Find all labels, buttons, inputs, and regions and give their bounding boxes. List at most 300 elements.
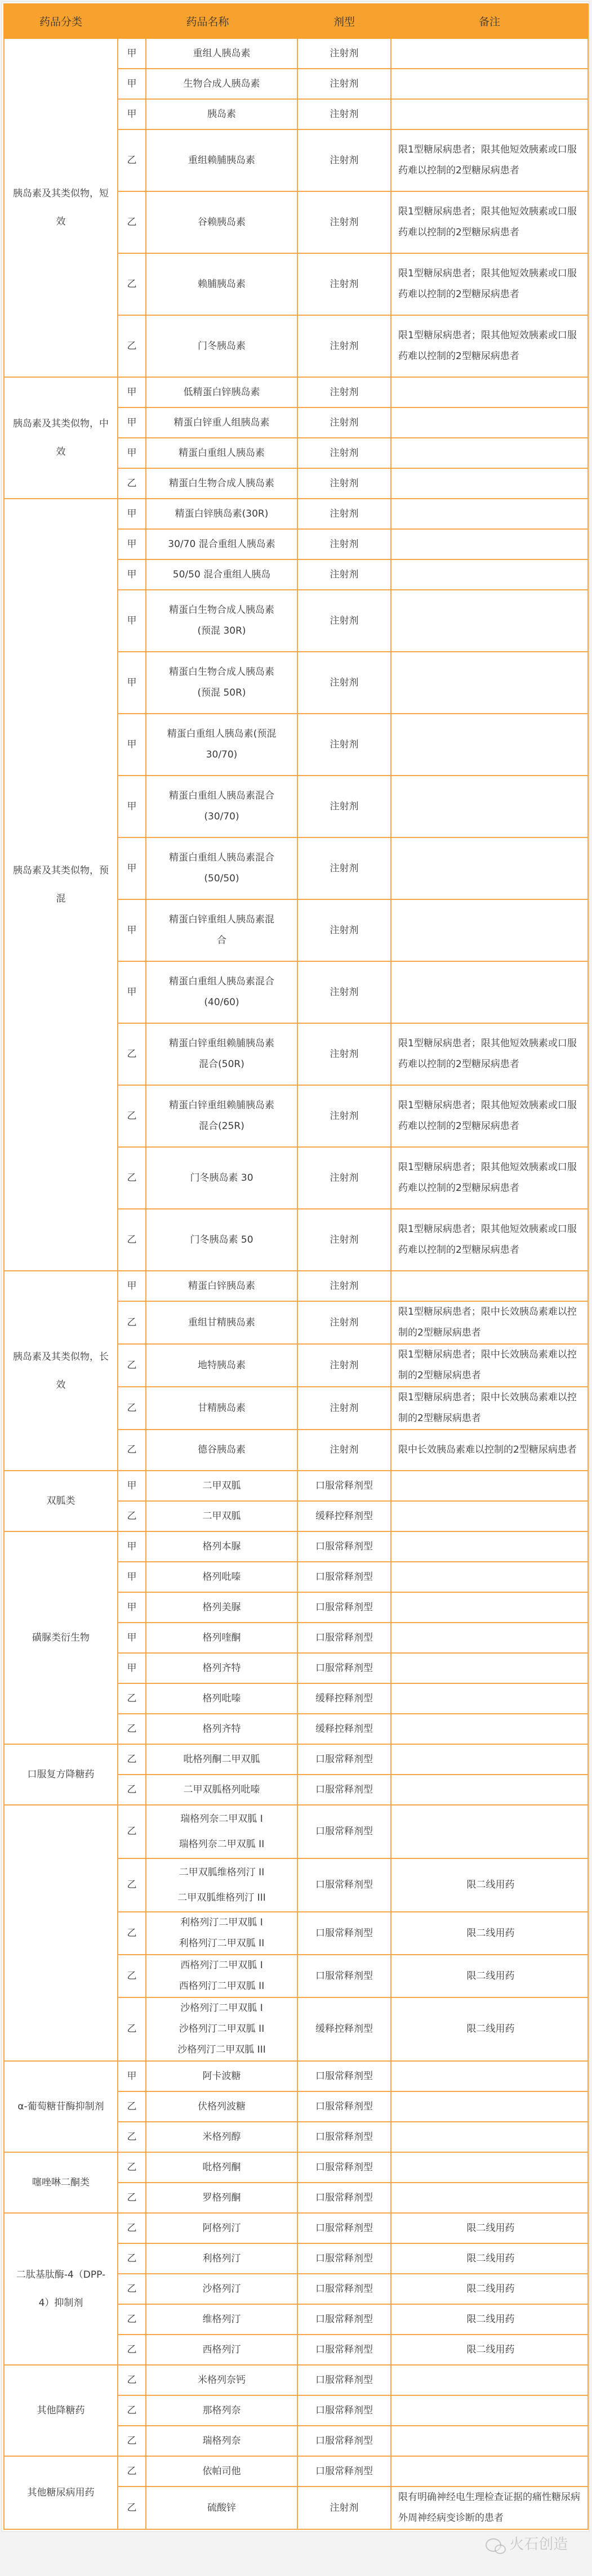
grade-cell: 甲	[118, 1653, 146, 1683]
grade-cell: 甲	[118, 407, 146, 438]
drug-name-line: 格列本脲	[202, 1540, 241, 1552]
dosage-form-cell: 口服常释剂型	[297, 2426, 391, 2456]
remarks-cell	[391, 407, 588, 438]
drug-name-cell	[146, 2183, 297, 2213]
drug-name-line: 瑞格列奈二甲双胍 I	[180, 1813, 263, 1825]
grade-cell: 乙	[118, 1209, 146, 1271]
drug-name-cell	[146, 1344, 297, 1387]
grade-cell: 乙	[118, 1858, 146, 1912]
drug-name-cell	[146, 2426, 297, 2456]
drug-name-cell	[146, 2487, 297, 2529]
drug-name-cell	[146, 38, 297, 69]
drug-name-cell	[146, 714, 297, 776]
remarks-cell	[391, 1805, 588, 1858]
remarks-cell	[391, 468, 588, 499]
drug-name-line: 精蛋白生物合成人胰岛素	[169, 604, 274, 616]
drug-name-line: 沙格列汀二甲双胍 II	[179, 2023, 265, 2035]
drug-name-line: 格列齐特	[202, 1723, 241, 1735]
dosage-form-cell: 注射剂	[297, 69, 391, 99]
drug-name-line: 依帕司他	[202, 2465, 241, 2477]
drug-name-line: 伏格列波糖	[198, 2100, 246, 2112]
category-cell: 二肽基肽酶-4（DPP-4）抑制剂	[4, 2213, 118, 2365]
drug-name-cell	[146, 2456, 297, 2487]
grade-cell: 乙	[118, 1147, 146, 1209]
header-remarks: 备注	[391, 4, 588, 38]
table-row	[4, 38, 588, 69]
remarks-cell	[391, 1501, 588, 1531]
category-cell: 其他糖尿病用药	[4, 2456, 118, 2529]
drug-name-cell	[146, 2335, 297, 2365]
remarks-cell: 限1型糖尿病患者；限其他短效胰素或口服药难以控制的2型糖尿病患者	[391, 1085, 588, 1147]
drug-name-cell	[146, 1623, 297, 1653]
drug-name-cell	[146, 1501, 297, 1531]
dosage-form-cell: 口服常释剂型	[297, 2243, 391, 2274]
grade-cell: 乙	[118, 1997, 146, 2061]
category-cell: 噻唑啉二酮类	[4, 2152, 118, 2213]
grade-cell: 乙	[118, 2456, 146, 2487]
drug-name-cell	[146, 2304, 297, 2335]
grade-cell: 甲	[118, 1531, 146, 1562]
drug-name-cell	[146, 253, 297, 315]
dosage-form-cell: 口服常释剂型	[297, 2335, 391, 2365]
remarks-cell	[391, 2122, 588, 2152]
remarks-cell	[391, 2365, 588, 2395]
grade-cell: 甲	[118, 2061, 146, 2091]
drug-name-cell	[146, 191, 297, 253]
drug-name-line: 混合(25R)	[199, 1121, 244, 1132]
drug-name-line: 精蛋白重组人胰岛素	[179, 447, 265, 459]
dosage-form-cell: 注射剂	[297, 1301, 391, 1344]
grade-cell: 甲	[118, 590, 146, 652]
table-row	[4, 1744, 588, 1775]
drug-name-cell	[146, 1955, 297, 1997]
drug-name-line: 甘精胰岛素	[198, 1402, 246, 1414]
remarks-cell	[391, 1592, 588, 1623]
grade-cell: 甲	[118, 438, 146, 468]
remarks-cell	[391, 1471, 588, 1501]
drug-name-cell	[146, 1858, 297, 1912]
remarks-cell	[391, 1271, 588, 1301]
grade-cell: 甲	[118, 38, 146, 69]
drug-name-line: 二甲双胍格列吡嗪	[183, 1784, 260, 1795]
grade-cell: 乙	[118, 1023, 146, 1085]
remarks-cell	[391, 1714, 588, 1744]
remarks-cell: 限1型糖尿病患者；限其他短效胰素或口服药难以控制的2型糖尿病患者	[391, 315, 588, 377]
grade-cell: 乙	[118, 1775, 146, 1805]
dosage-form-cell: 注射剂	[297, 38, 391, 69]
drug-name-line: 重组甘精胰岛素	[188, 1316, 255, 1328]
dosage-form-cell: 注射剂	[297, 652, 391, 714]
table-row	[4, 2456, 588, 2487]
drug-name-cell	[146, 1997, 297, 2061]
dosage-form-cell: 注射剂	[297, 776, 391, 837]
remarks-cell	[391, 1683, 588, 1714]
watermark-text: 火石创造	[509, 2536, 568, 2553]
grade-cell: 甲	[118, 652, 146, 714]
drug-name-cell	[146, 315, 297, 377]
dosage-form-cell: 缓释控释剂型	[297, 1997, 391, 2061]
drug-name-line: 利格列汀二甲双胍 I	[180, 1917, 263, 1928]
drug-name-line: 门冬胰岛素 50	[190, 1234, 253, 1246]
grade-cell: 乙	[118, 2091, 146, 2122]
drug-name-cell	[146, 99, 297, 129]
drug-name-cell	[146, 1023, 297, 1085]
drug-name-cell	[146, 1085, 297, 1147]
dosage-form-cell: 口服常释剂型	[297, 1858, 391, 1912]
drug-name-line: 西格列汀	[202, 2344, 241, 2355]
grade-cell: 乙	[118, 315, 146, 377]
grade-cell: 乙	[118, 1387, 146, 1430]
drug-name-line: 精蛋白锌重组赖脯胰岛素	[169, 1038, 274, 1049]
grade-cell: 乙	[118, 1301, 146, 1344]
drug-name-cell	[146, 407, 297, 438]
grade-cell: 乙	[118, 2183, 146, 2213]
remarks-cell: 限二线用药	[391, 2335, 588, 2365]
drug-name-line: 维格列汀	[202, 2313, 241, 2325]
grade-cell: 乙	[118, 468, 146, 499]
table-row	[4, 2061, 588, 2091]
remarks-cell: 限1型糖尿病患者；限中长效胰岛素难以控制的2型糖尿病患者	[391, 1344, 588, 1387]
grade-cell: 乙	[118, 1085, 146, 1147]
drug-name-line: 30/70 混合重组人胰岛素	[168, 538, 275, 550]
drug-name-cell	[146, 2365, 297, 2395]
grade-cell: 甲	[118, 714, 146, 776]
dosage-form-cell: 注射剂	[297, 1430, 391, 1471]
dosage-form-cell: 口服常释剂型	[297, 2304, 391, 2335]
drug-name-line: 精蛋白重组人胰岛素混合	[169, 852, 274, 863]
dosage-form-cell: 口服常释剂型	[297, 2152, 391, 2183]
drug-name-line: 瑞格列奈二甲双胍 II	[179, 1838, 265, 1850]
drug-name-cell	[146, 1301, 297, 1344]
category-cell	[4, 1805, 118, 2061]
remarks-cell	[391, 2456, 588, 2487]
remarks-cell: 限二线用药	[391, 2304, 588, 2335]
remarks-cell	[391, 559, 588, 590]
dosage-form-cell: 注射剂	[297, 559, 391, 590]
drug-name-cell	[146, 1209, 297, 1271]
remarks-cell	[391, 837, 588, 899]
category-cell: 其他降糖药	[4, 2365, 118, 2456]
drug-name-line: (预混 50R)	[197, 687, 246, 698]
drug-name-cell	[146, 961, 297, 1023]
category-cell: 胰岛素及其类似物，短效	[4, 38, 118, 377]
remarks-cell: 限中长效胰岛素难以控制的2型糖尿病患者	[391, 1430, 588, 1471]
drug-name-line: 格列美脲	[202, 1601, 241, 1613]
dosage-form-cell: 注射剂	[297, 1023, 391, 1085]
header-drug-name: 药品名称	[118, 4, 297, 38]
dosage-form-cell: 口服常释剂型	[297, 1623, 391, 1653]
grade-cell: 乙	[118, 1430, 146, 1471]
grade-cell: 乙	[118, 2274, 146, 2304]
remarks-cell: 限有明确神经电生理检查证据的痛性糖尿病外周神经病变诊断的患者	[391, 2487, 588, 2529]
drug-name-line: 二甲双胍	[202, 1510, 241, 1522]
drug-name-cell	[146, 1562, 297, 1592]
drug-name-cell	[146, 1531, 297, 1562]
drug-name-line: 合	[217, 935, 226, 946]
drug-name-line: 阿格列汀	[202, 2222, 241, 2234]
dosage-form-cell: 口服常释剂型	[297, 2122, 391, 2152]
drug-name-line: 格列喹酮	[202, 1632, 241, 1643]
grade-cell: 甲	[118, 499, 146, 529]
remarks-cell	[391, 2061, 588, 2091]
dosage-form-cell: 口服常释剂型	[297, 1805, 391, 1858]
remarks-cell: 限1型糖尿病患者；限其他短效胰素或口服药难以控制的2型糖尿病患者	[391, 253, 588, 315]
remarks-cell	[391, 1653, 588, 1683]
grade-cell: 甲	[118, 559, 146, 590]
drug-name-cell	[146, 1147, 297, 1209]
remarks-cell: 限1型糖尿病患者；限其他短效胰素或口服药难以控制的2型糖尿病患者	[391, 1023, 588, 1085]
dosage-form-cell: 注射剂	[297, 438, 391, 468]
dosage-form-cell: 注射剂	[297, 377, 391, 407]
grade-cell: 乙	[118, 129, 146, 191]
header-dosage-form: 剂型	[297, 4, 391, 38]
dosage-form-cell: 缓释控释剂型	[297, 1714, 391, 1744]
dosage-form-cell: 注射剂	[297, 1209, 391, 1271]
grade-cell: 乙	[118, 2487, 146, 2529]
dosage-form-cell: 口服常释剂型	[297, 1471, 391, 1501]
grade-cell: 甲	[118, 529, 146, 559]
remarks-cell: 限1型糖尿病患者；限中长效胰岛素难以控制的2型糖尿病患者	[391, 1301, 588, 1344]
drug-name-cell	[146, 529, 297, 559]
grade-cell: 乙	[118, 1744, 146, 1775]
remarks-cell: 限二线用药	[391, 1955, 588, 1997]
grade-cell: 乙	[118, 1501, 146, 1531]
grade-cell: 甲	[118, 377, 146, 407]
dosage-form-cell: 注射剂	[297, 407, 391, 438]
table-row	[4, 1271, 588, 1301]
drug-name-line: 低精蛋白锌胰岛素	[183, 386, 260, 398]
dosage-form-cell: 注射剂	[297, 837, 391, 899]
drug-name-cell	[146, 1387, 297, 1430]
dosage-form-cell: 缓释控释剂型	[297, 1683, 391, 1714]
grade-cell: 乙	[118, 1912, 146, 1955]
remarks-cell	[391, 899, 588, 961]
drug-name-cell	[146, 438, 297, 468]
grade-cell: 甲	[118, 1271, 146, 1301]
grade-cell: 甲	[118, 1562, 146, 1592]
header-category: 药品分类	[4, 4, 118, 38]
drug-list-sheet	[2, 2, 589, 2531]
drug-name-cell	[146, 2213, 297, 2243]
drug-name-line: 吡格列酮	[202, 2161, 241, 2173]
dosage-form-cell: 口服常释剂型	[297, 2061, 391, 2091]
remarks-cell	[391, 2091, 588, 2122]
table-row	[4, 1531, 588, 1562]
drug-name-cell	[146, 1471, 297, 1501]
drug-name-line: 赖脯胰岛素	[198, 278, 246, 290]
dosage-form-cell: 注射剂	[297, 1344, 391, 1387]
drug-name-cell	[146, 468, 297, 499]
watermark	[486, 2533, 568, 2553]
remarks-cell: 限二线用药	[391, 2213, 588, 2243]
dosage-form-cell: 注射剂	[297, 468, 391, 499]
table-body	[4, 38, 588, 2529]
grade-cell: 乙	[118, 1344, 146, 1387]
drug-name-line: 德谷胰岛素	[198, 1444, 246, 1455]
dosage-form-cell: 注射剂	[297, 1387, 391, 1430]
drug-name-line: 重组人胰岛素	[193, 47, 251, 59]
dosage-form-cell: 口服常释剂型	[297, 2213, 391, 2243]
grade-cell: 乙	[118, 1955, 146, 1997]
table-header-row	[4, 4, 588, 38]
dosage-form-cell: 口服常释剂型	[297, 1912, 391, 1955]
grade-cell: 乙	[118, 2395, 146, 2426]
table-row	[4, 1805, 588, 1858]
drug-name-cell	[146, 2152, 297, 2183]
drug-name-cell	[146, 2122, 297, 2152]
category-cell: 双胍类	[4, 1471, 118, 1531]
dosage-form-cell: 注射剂	[297, 529, 391, 559]
table-row	[4, 2213, 588, 2243]
remarks-cell: 限1型糖尿病患者；限其他短效胰素或口服药难以控制的2型糖尿病患者	[391, 191, 588, 253]
drug-name-cell	[146, 2395, 297, 2426]
dosage-form-cell: 注射剂	[297, 1085, 391, 1147]
dosage-form-cell: 口服常释剂型	[297, 1592, 391, 1623]
drug-name-line: (50/50)	[204, 873, 239, 884]
remarks-cell	[391, 69, 588, 99]
drug-name-line: 格列吡嗪	[202, 1571, 241, 1583]
drug-name-line: 米格列醇	[202, 2131, 241, 2143]
drug-name-cell	[146, 1683, 297, 1714]
dosage-form-cell: 口服常释剂型	[297, 1531, 391, 1562]
drug-name-line: 二甲双胍维格列汀 II	[179, 1866, 265, 1878]
grade-cell: 乙	[118, 2152, 146, 2183]
drug-name-cell	[146, 69, 297, 99]
grade-cell: 甲	[118, 99, 146, 129]
grade-cell: 乙	[118, 2335, 146, 2365]
grade-cell: 甲	[118, 1623, 146, 1653]
drug-name-line: 精蛋白锌胰岛素(30R)	[175, 508, 269, 519]
drug-name-line: 胰岛素	[207, 108, 236, 120]
drug-name-cell	[146, 559, 297, 590]
remarks-cell	[391, 1531, 588, 1562]
grade-cell: 甲	[118, 1592, 146, 1623]
remarks-cell	[391, 38, 588, 69]
dosage-form-cell: 口服常释剂型	[297, 2274, 391, 2304]
dosage-form-cell: 注射剂	[297, 499, 391, 529]
drug-name-line: 沙格列汀二甲双胍 I	[180, 2002, 263, 2014]
dosage-form-cell: 注射剂	[297, 315, 391, 377]
diabetes-drug-table	[3, 3, 589, 2530]
grade-cell: 甲	[118, 961, 146, 1023]
remarks-cell	[391, 961, 588, 1023]
grade-cell: 甲	[118, 69, 146, 99]
remarks-cell	[391, 2183, 588, 2213]
drug-name-line: 硫酸锌	[207, 2502, 236, 2514]
remarks-cell: 限1型糖尿病患者；限中长效胰岛素难以控制的2型糖尿病患者	[391, 1387, 588, 1430]
drug-name-line: 地特胰岛素	[198, 1359, 246, 1371]
drug-name-line: 生物合成人胰岛素	[183, 78, 260, 89]
drug-name-line: 二甲双胍	[202, 1480, 241, 1491]
remarks-cell: 限1型糖尿病患者；限其他短效胰素或口服药难以控制的2型糖尿病患者	[391, 129, 588, 191]
grade-cell: 乙	[118, 1714, 146, 1744]
grade-cell: 甲	[118, 899, 146, 961]
table-row	[4, 499, 588, 529]
drug-name-line: 混合(50R)	[199, 1059, 244, 1070]
grade-cell: 乙	[118, 2426, 146, 2456]
grade-cell: 乙	[118, 2213, 146, 2243]
drug-name-line: 30/70)	[206, 749, 238, 760]
remarks-cell	[391, 2152, 588, 2183]
drug-name-cell	[146, 1592, 297, 1623]
wechat-icon	[486, 2538, 501, 2552]
grade-cell: 甲	[118, 1471, 146, 1501]
drug-name-line: 二甲双胍维格列汀 III	[177, 1892, 266, 1903]
drug-name-cell	[146, 377, 297, 407]
drug-name-line: 精蛋白生物合成人胰岛素	[169, 666, 274, 678]
remarks-cell	[391, 99, 588, 129]
drug-name-cell	[146, 1271, 297, 1301]
drug-name-line: 精蛋白锌重人组胰岛素	[173, 416, 270, 428]
category-cell: 胰岛素及其类似物，中效	[4, 377, 118, 499]
dosage-form-cell: 口服常释剂型	[297, 1562, 391, 1592]
remarks-cell	[391, 438, 588, 468]
drug-name-cell	[146, 1805, 297, 1858]
drug-name-cell	[146, 1714, 297, 1744]
dosage-form-cell: 口服常释剂型	[297, 1775, 391, 1805]
remarks-cell: 限二线用药	[391, 2243, 588, 2274]
dosage-form-cell: 注射剂	[297, 253, 391, 315]
drug-name-line: 利格列汀	[202, 2252, 241, 2264]
grade-cell: 乙	[118, 253, 146, 315]
drug-name-line: 精蛋白锌胰岛素	[188, 1280, 255, 1292]
drug-name-cell	[146, 499, 297, 529]
drug-name-line: 谷赖胰岛素	[198, 216, 246, 228]
drug-name-cell	[146, 1744, 297, 1775]
dosage-form-cell: 口服常释剂型	[297, 2091, 391, 2122]
drug-name-line: 格列吡嗪	[202, 1692, 241, 1704]
grade-cell: 乙	[118, 191, 146, 253]
table-row	[4, 2365, 588, 2395]
drug-name-line: 罗格列酮	[202, 2192, 241, 2203]
remarks-cell: 限二线用药	[391, 1858, 588, 1912]
dosage-form-cell: 口服常释剂型	[297, 1744, 391, 1775]
remarks-cell: 限二线用药	[391, 1997, 588, 2061]
drug-name-line: 那格列奈	[202, 2404, 241, 2416]
drug-name-cell	[146, 1430, 297, 1471]
drug-name-line: (预混 30R)	[197, 625, 246, 637]
drug-name-line: 精蛋白重组人胰岛素混合	[169, 790, 274, 801]
drug-name-cell	[146, 776, 297, 837]
table-row	[4, 1471, 588, 1501]
drug-name-line: 门冬胰岛素 30	[190, 1172, 253, 1184]
grade-cell: 甲	[118, 837, 146, 899]
remarks-cell	[391, 1775, 588, 1805]
dosage-form-cell: 注射剂	[297, 1271, 391, 1301]
dosage-form-cell: 缓释控释剂型	[297, 1501, 391, 1531]
grade-cell: 乙	[118, 1683, 146, 1714]
dosage-form-cell: 口服常释剂型	[297, 2456, 391, 2487]
drug-name-line: 精蛋白锌重组人胰岛素混	[169, 914, 274, 925]
dosage-form-cell: 口服常释剂型	[297, 2395, 391, 2426]
category-cell: 胰岛素及其类似物，长效	[4, 1271, 118, 1471]
drug-name-line: (40/60)	[204, 997, 239, 1008]
grade-cell: 乙	[118, 2365, 146, 2395]
drug-name-line: 精蛋白锌重组赖脯胰岛素	[169, 1100, 274, 1111]
dosage-form-cell: 注射剂	[297, 191, 391, 253]
drug-name-line: 西格列汀二甲双胍 II	[179, 1981, 265, 1992]
dosage-form-cell: 注射剂	[297, 714, 391, 776]
remarks-cell	[391, 2395, 588, 2426]
drug-name-line: 米格列奈钙	[198, 2374, 246, 2386]
drug-name-line: 利格列汀二甲双胍 II	[179, 1938, 265, 1949]
drug-name-line: 沙格列汀	[202, 2283, 241, 2295]
grade-cell: 乙	[118, 2243, 146, 2274]
dosage-form-cell: 注射剂	[297, 1147, 391, 1209]
grade-cell: 甲	[118, 776, 146, 837]
drug-name-cell	[146, 2061, 297, 2091]
drug-name-cell	[146, 1775, 297, 1805]
